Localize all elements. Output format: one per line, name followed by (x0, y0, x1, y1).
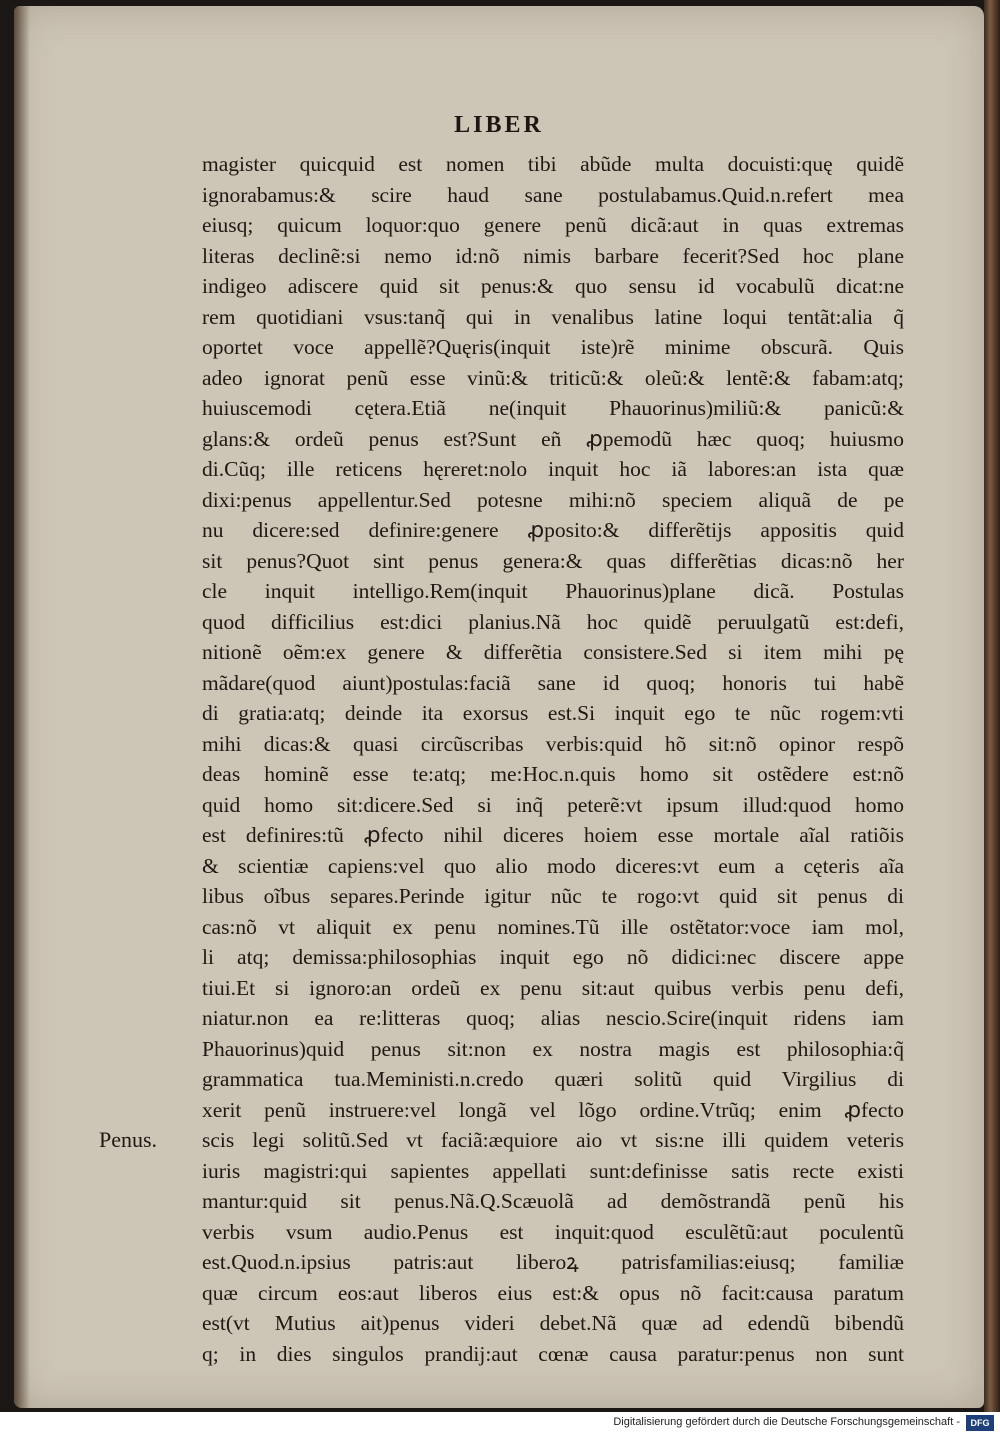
text-block (202, 149, 904, 1369)
text-line: quæ circum eos:aut liberos eius est:& opus nõ facit:causa paratum (202, 1280, 904, 1305)
text-line: di.Cũq; ille reticens hęreret:nolo inquit hoc iã labores:an ista quæ (202, 457, 904, 481)
text-line: dixi:penus appellentur.Sed potesne mihi:nõ speciem aliquã de pe (202, 487, 904, 512)
text-line: scis legi solitũ.Sed vt faciã:æquiore aio vt sis:ne illi quidem veteris (202, 1128, 904, 1152)
text-line: adeo ignorat penũ esse vinũ:& triticũ:& oleũ:& lentẽ:& fabam:atq; (202, 365, 904, 390)
text-line: mãdare(quod aiunt)postulas:faciã sane id quoq; honoris tui habẽ (202, 670, 904, 695)
text-line: literas declinẽ:si nemo id:nõ nimis barbare fecerit?Sed hoc plane (202, 243, 904, 268)
running-head: LIBER (454, 112, 544, 138)
book-binding (984, 0, 1000, 1412)
text-line: oportet voce appellẽ?Quęris(inquit iste)rẽ minime obscurã. Quis (202, 335, 904, 359)
text-line: deas hominẽ esse te:atq; me:Hoc.n.quis homo sit ostẽdere est:nõ (202, 762, 904, 786)
text-line: Phauorinus)quid penus sit:non ex nostra magis est philosophia:q̃ (202, 1036, 904, 1061)
text-line: xerit penũ instruere:vel longã vel lõgo ordine.Vtrũq; enim ꝓfecto (202, 1097, 904, 1122)
text-line: verbis vsum audio.Penus est inquit:quod esculẽtũ:aut poculentũ (202, 1219, 904, 1244)
marginal-note: Penus. (99, 1127, 158, 1152)
text-line: sit penus?Quot sint penus genera:& quas differẽtias dicas:nõ her (202, 548, 904, 573)
digitization-footer (0, 1412, 1000, 1435)
text-line: quod difficilius est:dici planius.Nã hoc quidẽ peruulgatũ est:defi, (202, 609, 904, 634)
text-line: li atq; demissa:philosophias inquit ego nõ didici:nec discere appe (202, 945, 904, 969)
text-line: mantur:quid sit penus.Nã.Q.Scæuolã ad demõstrandã penũ his (202, 1189, 904, 1213)
text-line: di gratia:atq; deinde ita exorsus est.Si inquit ego te nũc rogem:vti (202, 701, 904, 725)
text-line: eiusq; quicum loquor:quo genere penũ dicã:aut in quas extremas (202, 213, 904, 237)
text-line: & scientiæ capiens:vel quo alio modo diceres:vt eum a cęteris aĩa (202, 853, 904, 878)
text-line: est.Quod.n.ipsius patris:aut liberoꝝ patrisfamilias:eiusq; familiæ (202, 1250, 904, 1274)
text-line: iuris magistri:qui sapientes appellati sunt:definisse satis recte existi (202, 1158, 904, 1183)
text-line: est definires:tũ ꝓfecto nihil diceres hoiem esse mortale aĩal ratiõis (202, 823, 904, 847)
text-line: quid homo sit:dicere.Sed si inq̃ peterẽ:vt ipsum illud:quod homo (202, 792, 904, 817)
text-line: q; in dies singulos prandij:aut cœnæ causa paratur:penus non sunt (202, 1341, 904, 1366)
footer-credit: Digitalisierung gefördert durch die Deutsche Forschungsgemeinschaft - (613, 1416, 960, 1428)
page-edge-shadow (14, 6, 30, 1408)
text-line: libus oĩbus separes.Perinde igitur nũc te rogo:vt quid sit penus di (202, 884, 904, 908)
book-page (14, 6, 984, 1408)
text-line: nitionẽ oẽm:ex genere & differẽtia consistere.Sed si item mihi pę (202, 640, 904, 664)
text-line: magister quicquid est nomen tibi abũde multa docuisti:quę quidẽ (202, 152, 904, 176)
text-line: indigeo adiscere quid sit penus:& quo sensu id vocabulũ dicat:ne (202, 274, 904, 298)
text-line: est(vt Mutius ait)penus videri debet.Nã quæ ad edendũ bibendũ (202, 1311, 904, 1335)
text-line: niatur.non ea re:litteras quoq; alias nescio.Scire(inquit ridens iam (202, 1006, 904, 1030)
text-line: cle inquit intelligo.Rem(inquit Phauorinus)plane dicã. Postulas (202, 579, 904, 603)
text-line: glans:& ordeũ penus est?Sunt eñ ꝓpemodũ hæc quoq; huiusmo (202, 426, 904, 451)
text-line: huiuscemodi cętera.Etiã ne(inquit Phauorinus)miliũ:& panicũ:& (202, 396, 904, 420)
text-line: nu dicere:sed definire:genere ꝓposito:& differẽtijs appositis quid (202, 518, 904, 542)
text-line: grammatica tua.Meministi.n.credo quæri solitũ quid Virgilius di (202, 1067, 904, 1091)
text-line: cas:nõ vt aliquit ex penu nomines.Tũ ille ostẽtator:voce iam mol, (202, 914, 904, 939)
text-line: tiui.Et si ignoro:an ordeũ ex penu sit:aut quibus verbis penu defi, (202, 975, 904, 1000)
text-line: rem quotidiani vsus:tanq̃ qui in venalibus latine loqui tentãt:alia q̃ (202, 304, 904, 329)
dfg-logo-icon: DFG (966, 1415, 994, 1431)
text-line: ignorabamus:& scire haud sane postulabamus.Quid.n.refert mea (202, 182, 904, 207)
text-line: mihi dicas:& quasi circũscribas verbis:quid hõ sit:nõ opinor respõ (202, 731, 904, 756)
